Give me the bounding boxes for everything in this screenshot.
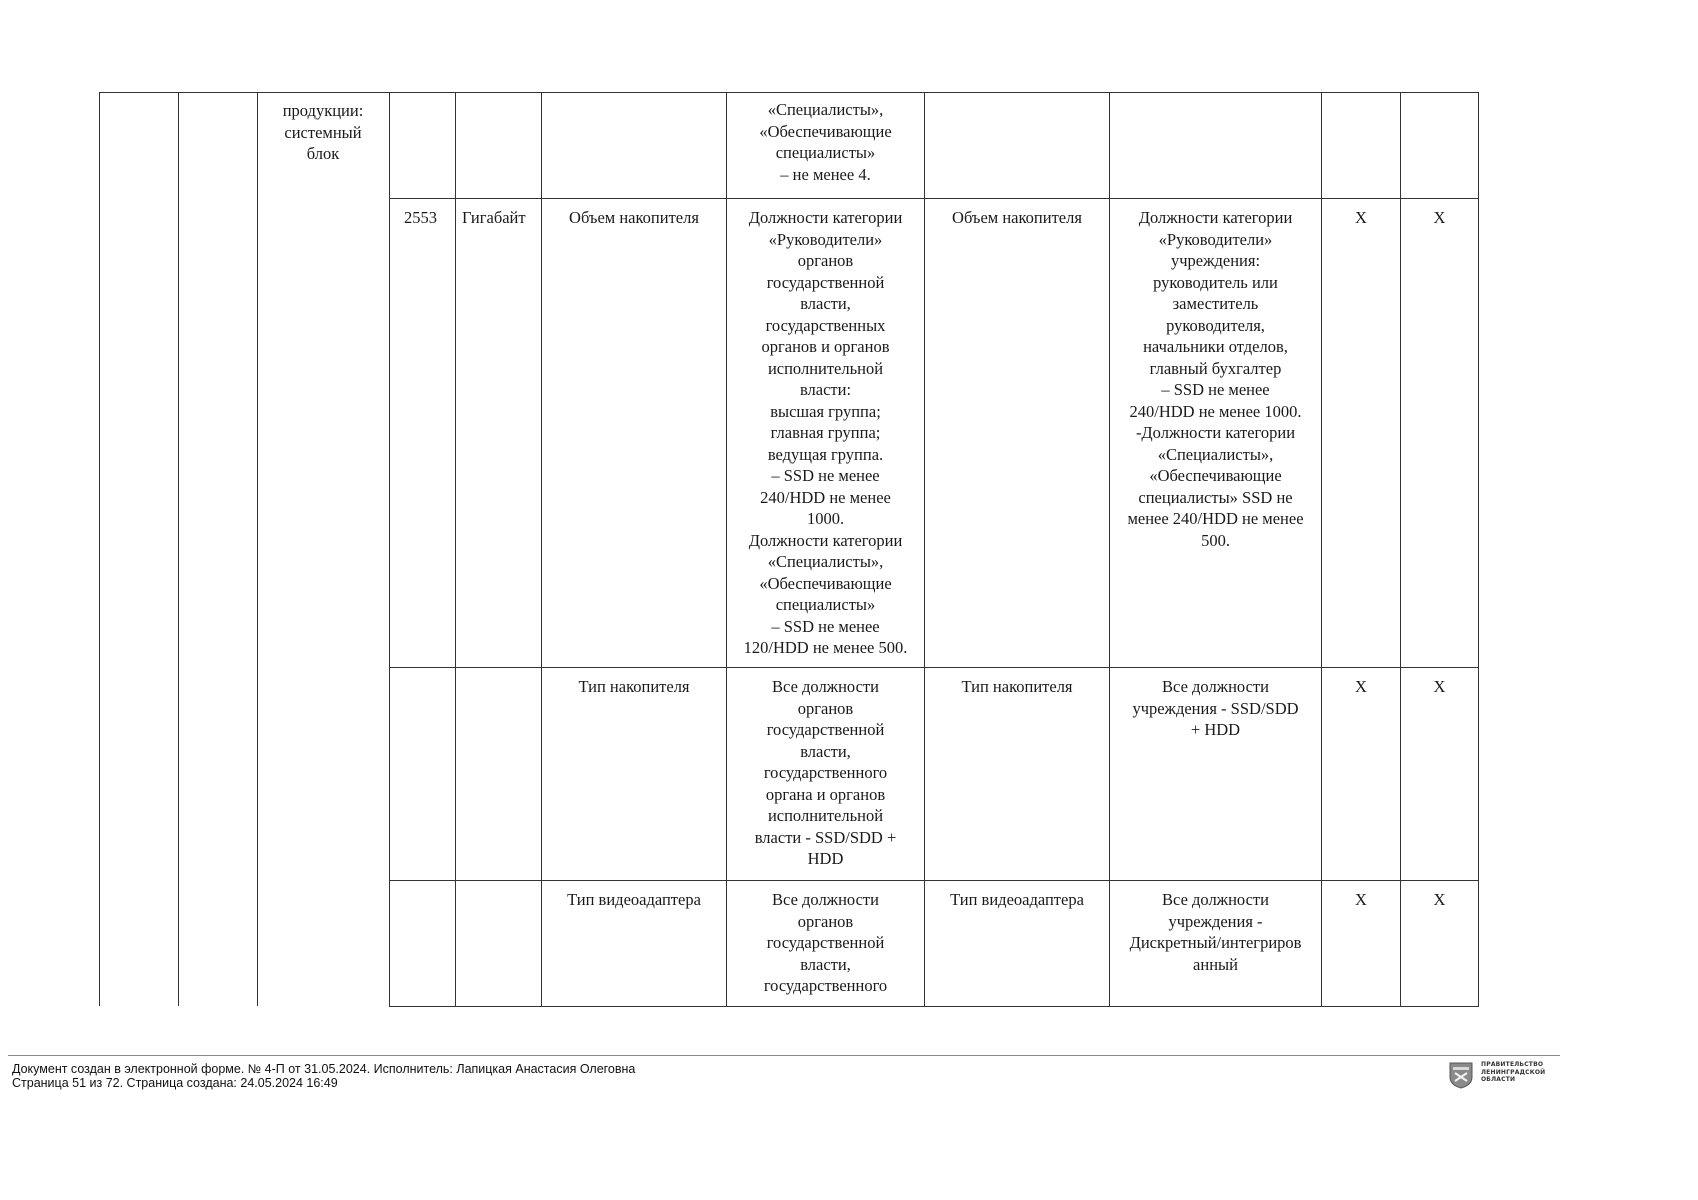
value-cell: Должности категории «Руководители» учреждения: руководитель или заместитель руководителя, начальники отделов, главный бухгалтер – SSD не менее 240/HDD не менее 1000. -Должности категории «Специалисты», «Обеспечивающие специалисты» SSD не менее 240/HDD не менее 500.: [1110, 199, 1322, 668]
specification-table: [389, 92, 1479, 1007]
x-cell: X: [1322, 668, 1401, 881]
value-cell: Все должности учреждения - SSD/SDD + HDD: [1110, 668, 1322, 881]
value-cell: Все должности учреждения - Дискретный/интегриров анный: [1110, 881, 1322, 1007]
value-cell: [1110, 93, 1322, 199]
left-columns-top-border: [99, 92, 389, 93]
unit-cell: [456, 668, 542, 881]
x-cell: X: [1401, 199, 1479, 668]
table-row: [390, 881, 1479, 1007]
value-cell: Все должности органов государственной власти, государственного: [727, 881, 925, 1007]
document-info-line: Документ создан в электронной форме. № 4-П от 31.05.2024. Исполнитель: Лапицкая Анастасия Олеговна: [12, 1062, 636, 1076]
footer-divider: [8, 1055, 1560, 1056]
code-cell: [390, 93, 456, 199]
characteristic-cell: Тип видеоадаптера: [925, 881, 1110, 1007]
leningrad-oblast-emblem-icon: [1447, 1061, 1475, 1089]
column-divider: [178, 92, 179, 1006]
x-cell: X: [1322, 881, 1401, 1007]
product-name-cell: продукции: системный блок: [282, 101, 364, 163]
logo-caption: ПРАВИТЕЛЬСТВО ЛЕНИНГРАДСКОЙ ОБЛАСТИ: [1481, 1061, 1546, 1083]
government-logo: [1447, 1061, 1559, 1091]
characteristic-cell: [925, 93, 1110, 199]
x-cell: X: [1401, 881, 1479, 1007]
unit-cell: [456, 93, 542, 199]
document-footer: [12, 1062, 635, 1090]
column-divider: [99, 92, 100, 1006]
x-cell: X: [1401, 668, 1479, 881]
unit-cell: [456, 881, 542, 1007]
column-divider: [257, 92, 258, 1006]
code-cell: [390, 668, 456, 881]
table-row: [390, 668, 1479, 881]
code-cell: [390, 881, 456, 1007]
characteristic-cell: [542, 93, 727, 199]
x-cell: [1401, 93, 1479, 199]
x-cell: X: [1322, 199, 1401, 668]
code-cell: 2553: [390, 199, 456, 668]
value-cell: «Специалисты», «Обеспечивающие специалисты» – не менее 4.: [727, 93, 925, 199]
value-cell: Должности категории «Руководители» органов государственной власти, государственных органов и органов исполнительной власти: высшая группа; главная группа; ведущая группа. – SSD не менее 240/HDD не менее 1000. Должности категории «Специалисты», «Обеспечивающие специалисты» – SSD не менее 120/HDD не менее 500.: [727, 199, 925, 668]
characteristic-cell: Тип накопителя: [925, 668, 1110, 881]
table-row: [390, 93, 1479, 199]
page-info-line: Страница 51 из 72. Страница создана: 24.05.2024 16:49: [12, 1076, 338, 1090]
unit-cell: Гигабайт: [456, 199, 542, 668]
x-cell: [1322, 93, 1401, 199]
characteristic-cell: Объем накопителя: [542, 199, 727, 668]
value-cell: Все должности органов государственной власти, государственного органа и органов исполнительной власти - SSD/SDD + HDD: [727, 668, 925, 881]
characteristic-cell: Объем накопителя: [925, 199, 1110, 668]
table-row: [390, 199, 1479, 668]
characteristic-cell: Тип видеоадаптера: [542, 881, 727, 1007]
characteristic-cell: Тип накопителя: [542, 668, 727, 881]
